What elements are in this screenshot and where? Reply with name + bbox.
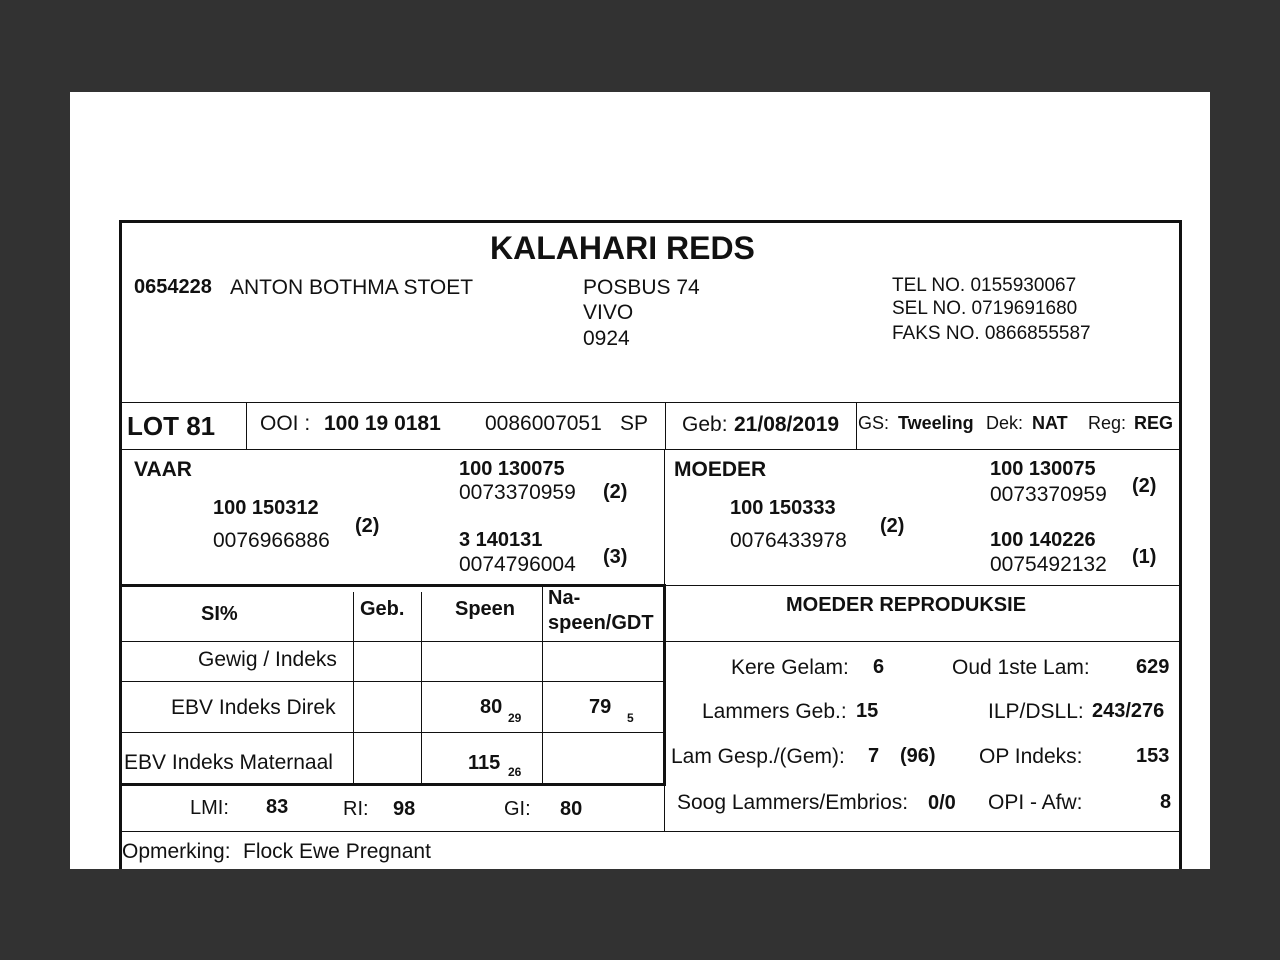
repro-header-divider [664, 641, 1179, 642]
soog-label: Soog Lammers/Embrios: [677, 791, 909, 814]
index-col-divider-1 [353, 592, 354, 784]
document-title: KALAHARI REDS [490, 230, 755, 266]
lam-gesp-label: Lam Gesp./(Gem): [671, 745, 845, 768]
lammers-geb-label: Lammers Geb.: [702, 700, 847, 723]
naspeen-header-line-2: speen/GDT [548, 612, 654, 634]
ooi-reg-number: 0086007051 [485, 412, 602, 435]
gi-value: 80 [560, 798, 583, 820]
pedigree-right-divider [664, 585, 1179, 586]
ebv-direk-speen-accuracy: 29 [508, 711, 522, 725]
reg-label: Reg: [1088, 413, 1127, 433]
address-line-2: VIVO [583, 301, 634, 324]
geb-date: 21/08/2019 [734, 413, 840, 436]
lmi-value: 83 [266, 796, 289, 818]
gs-value: Tweeling [898, 413, 974, 433]
lammers-geb-value: 15 [856, 700, 879, 722]
moeder-grandsire-id: 100 130075 [990, 458, 1096, 480]
gewig-indeks-label: Gewig / Indeks [198, 648, 337, 671]
moeder-dam-id: 100 150333 [730, 497, 836, 519]
lmi-label: LMI: [190, 797, 229, 819]
ooi-sp: SP [620, 412, 649, 435]
header-divider [122, 402, 1179, 403]
vaar-grandsire-number: 0073370959 [459, 481, 576, 504]
opmerking-label: Opmerking: [122, 840, 231, 863]
vaar-sire-number: 0076966886 [213, 529, 330, 552]
lot-cell-divider [246, 403, 247, 449]
geb-header: Geb. [360, 598, 405, 620]
geb-label: Geb: [682, 413, 728, 436]
moeder-grandsire-number: 0073370959 [990, 483, 1107, 506]
ooi-id: 100 19 0181 [324, 412, 441, 435]
ebv-maternaal-label: EBV Indeks Maternaal [124, 751, 333, 774]
faks-number: FAKS NO. 0866855587 [892, 323, 1091, 344]
moeder-granddam-id: 100 140226 [990, 529, 1096, 551]
frame-left-border [119, 220, 122, 869]
ebv-direk-label: EBV Indeks Direk [171, 696, 336, 719]
vaar-label: VAAR [134, 458, 192, 481]
ebv-direk-naspeen: 79 [589, 696, 612, 718]
frame-right-border [1179, 220, 1182, 869]
moeder-dam-grade: (2) [880, 515, 905, 537]
ebv-maternaal-speen: 115 [468, 752, 501, 774]
moeder-granddam-grade: (1) [1132, 546, 1157, 568]
address-line-3: 0924 [583, 327, 630, 350]
ilp-value: 243/276 [1092, 700, 1165, 722]
reg-value: REG [1134, 413, 1174, 433]
vaar-granddam-grade: (3) [603, 546, 628, 568]
op-indeks-label: OP Indeks: [979, 745, 1083, 768]
dek-value: NAT [1032, 413, 1068, 433]
index-table-top [122, 584, 666, 587]
moeder-label: MOEDER [674, 458, 767, 481]
frame-top-border [119, 220, 1182, 223]
ebv-direk-naspeen-accuracy: 5 [627, 711, 634, 725]
ooi-cell-divider [665, 403, 666, 449]
op-indeks-value: 153 [1136, 745, 1170, 767]
tel-number: TEL NO. 0155930067 [892, 275, 1077, 296]
ri-label: RI: [343, 798, 369, 820]
speen-header: Speen [455, 598, 516, 620]
lam-gesp-value: 7 [868, 745, 880, 767]
ooi-label: OOI : [260, 412, 311, 435]
vaar-grandsire-grade: (2) [603, 481, 628, 503]
naspeen-header-line-1: Na- [548, 587, 581, 609]
sel-number: SEL NO. 0719691680 [892, 298, 1078, 319]
opmerking-divider [122, 831, 1179, 832]
index-table-right [663, 587, 666, 784]
geb-cell-divider [856, 403, 857, 449]
vaar-sire-grade: (2) [355, 515, 380, 537]
breeder-name: ANTON BOTHMA STOET [230, 276, 474, 299]
index-row-divider-2 [122, 732, 665, 733]
moeder-dam-number: 0076433978 [730, 529, 847, 552]
opi-afw-label: OPI - Afw: [988, 791, 1083, 814]
ebv-direk-speen: 80 [480, 696, 503, 718]
si-header: SI% [201, 603, 238, 625]
lot-divider [122, 449, 1179, 450]
opmerking-value: Flock Ewe Pregnant [243, 840, 431, 863]
dek-label: Dek: [986, 413, 1024, 433]
ilp-label: ILP/DSLL: [988, 700, 1084, 723]
lam-gesp-gem-value: (96) [900, 745, 936, 767]
oud-lam-label: Oud 1ste Lam: [952, 656, 1090, 679]
index-header-divider [122, 641, 665, 642]
address-line-1: POSBUS 74 [583, 276, 700, 299]
lot-label: LOT 81 [127, 411, 216, 441]
kere-gelam-label: Kere Gelam: [731, 656, 849, 679]
vaar-granddam-number: 0074796004 [459, 553, 576, 576]
vaar-grandsire-id: 100 130075 [459, 458, 565, 480]
moeder-grandsire-grade: (2) [1132, 475, 1157, 497]
ebv-maternaal-speen-accuracy: 26 [508, 765, 522, 779]
gs-label: GS: [858, 413, 890, 433]
reproduksie-title: MOEDER REPRODUKSIE [786, 594, 1027, 616]
document-page [70, 92, 1210, 869]
opi-afw-value: 8 [1160, 791, 1172, 813]
breeder-number: 0654228 [134, 276, 212, 298]
ri-value: 98 [393, 798, 416, 820]
vaar-granddam-id: 3 140131 [459, 529, 543, 551]
index-col-divider-2 [421, 592, 422, 784]
index-row-divider-1 [122, 681, 665, 682]
vaar-sire-id: 100 150312 [213, 497, 319, 519]
kere-gelam-value: 6 [873, 656, 885, 678]
index-col-divider-3 [542, 587, 543, 784]
oud-lam-value: 629 [1136, 656, 1170, 678]
soog-value: 0/0 [928, 792, 956, 814]
index-table-bottom [122, 783, 666, 786]
gi-label: GI: [504, 798, 531, 820]
moeder-granddam-number: 0075492132 [990, 553, 1107, 576]
